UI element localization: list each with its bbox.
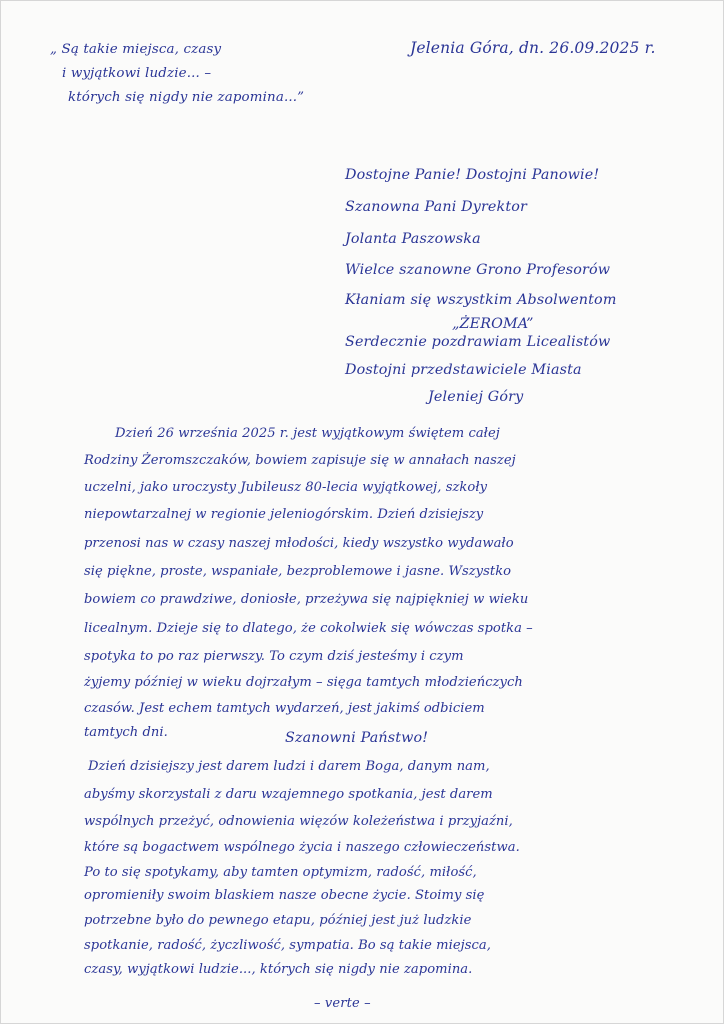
- body-line: Dzień 26 września 2025 r. jest wyjątkowym świętem całej: [115, 426, 500, 441]
- epigraph-line: których się nigdy nie zapomina...”: [68, 90, 305, 105]
- salutation-line: Szanowna Pani Dyrektor: [345, 199, 527, 215]
- body-line: się piękne, proste, wspaniałe, bezproblemowe i jasne. Wszystko: [84, 564, 512, 579]
- salutation-line: Dostojni przedstawiciele Miasta: [345, 362, 582, 378]
- body-line: spotyka to po raz pierwszy. To czym dziś jesteśmy i czym: [84, 649, 464, 664]
- body-line: opromieniły swoim blaskiem nasze obecne życie. Stoimy się: [84, 888, 485, 903]
- epigraph-line: „ Są takie miejsca, czasy: [50, 42, 222, 57]
- body-line: tamtych dni.: [84, 725, 168, 740]
- body-line: bowiem co prawdziwe, doniosłe, przeżywa się najpiękniej w wieku: [84, 592, 529, 607]
- body-line: czasów. Jest echem tamtych wydarzeń, jest jakimś odbiciem: [84, 701, 485, 716]
- turn-over-note: – verte –: [314, 996, 371, 1011]
- body-line: przenosi nas w czasy naszej młodości, kiedy wszystko wydawało: [84, 536, 514, 551]
- salutation-line: Wielce szanowne Grono Profesorów: [345, 262, 611, 278]
- body-line: niepowtarzalnej w regionie jeleniogórskim. Dzień dzisiejszy: [84, 507, 484, 522]
- salutation-line: Jolanta Paszowska: [345, 231, 481, 247]
- body-line: Po to się spotykamy, aby tamten optymizm, radość, miłość,: [84, 865, 477, 880]
- epigraph-line: i wyjątkowi ludzie... –: [62, 66, 212, 81]
- body-line: Rodziny Żeromszczaków, bowiem zapisuje się w annałach naszej: [84, 453, 516, 468]
- body-line: uczelni, jako uroczysty Jubileusz 80-lecia wyjątkowej, szkoły: [84, 480, 488, 495]
- body-line: spotkanie, radość, życzliwość, sympatia. Bo są takie miejsca,: [84, 938, 491, 953]
- body-line: czasy, wyjątkowi ludzie..., których się nigdy nie zapomina.: [84, 962, 473, 977]
- salutation-line: Jeleniej Góry: [428, 389, 524, 405]
- body-line: Dzień dzisiejszy jest darem ludzi i darem Boga, danym nam,: [88, 759, 490, 774]
- body-line: wspólnych przeżyć, odnowienia więzów koleżeństwa i przyjaźni,: [84, 814, 513, 829]
- body-line: abyśmy skorzystali z daru wzajemnego spotkania, jest darem: [84, 787, 493, 802]
- salutation-line: Kłaniam się wszystkim Absolwentom: [345, 292, 617, 308]
- place-date: Jelenia Góra, dn. 26.09.2025 r.: [410, 39, 656, 57]
- body-line: które są bogactwem wspólnego życia i naszego człowieczeństwa.: [84, 840, 520, 855]
- body-line: potrzebne było do pewnego etapu, później jest już ludzkie: [84, 913, 472, 928]
- body-line: żyjemy później w wieku dojrzałym – sięga tamtych młodzieńczych: [84, 675, 523, 690]
- salutation-line: „ŻEROMA”: [452, 316, 534, 332]
- body-line: licealnym. Dzieje się to dlatego, że cokolwiek się wówczas spotka –: [84, 621, 533, 636]
- salutation-line: Serdecznie pozdrawiam Licealistów: [345, 334, 611, 350]
- salutation-line: Dostojne Panie! Dostojni Panowie!: [345, 167, 600, 183]
- address-heading: Szanowni Państwo!: [285, 730, 429, 746]
